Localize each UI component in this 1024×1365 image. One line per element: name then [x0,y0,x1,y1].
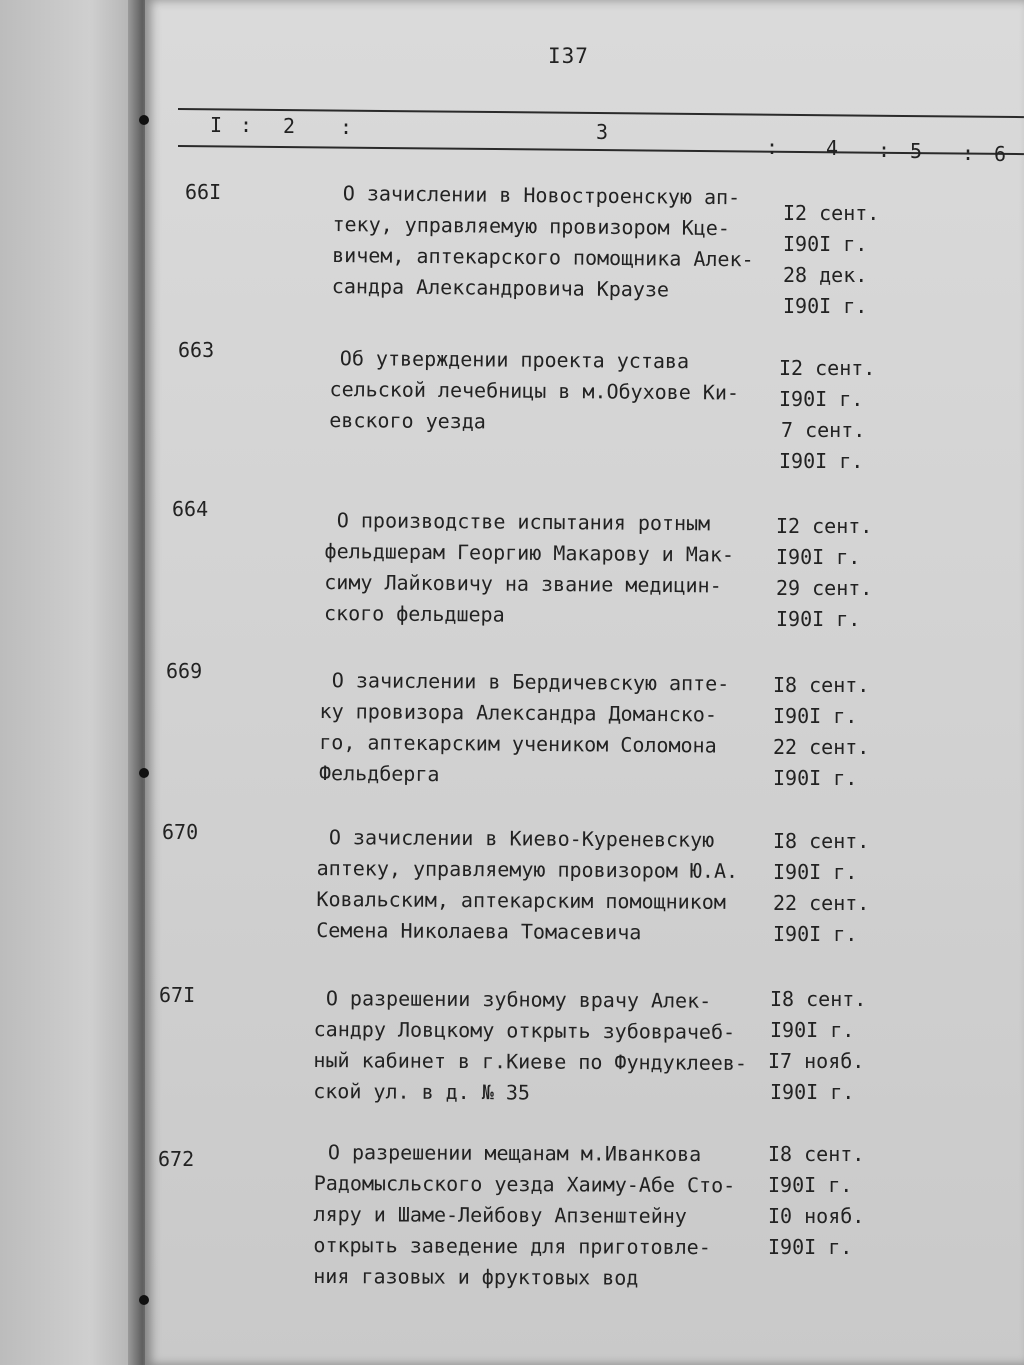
entry-date: I90I г. [773,922,858,946]
entry-number: 67I [159,983,196,1007]
entry-number: 663 [178,338,215,362]
binding-hole [139,1295,149,1305]
entry-number: 670 [162,820,199,844]
column-separator: : [766,135,779,159]
entry-title-line: ный кабинет в г.Киеве по Фундуклеев- [313,1047,748,1076]
entry-date: I90I г. [776,607,861,631]
column-2-heading: 2 [283,114,296,138]
entry-date: 7 сент. [781,418,866,442]
entry-title-line: О зачислении в Бердичевскую апте- [331,668,730,696]
column-separator: : [878,138,891,162]
entry-number: 672 [158,1147,195,1171]
entry-date: I90I г. [768,1173,853,1197]
entry-title [316,822,738,949]
entry-date: I90I г. [773,704,858,728]
entry-number: 669 [166,659,203,683]
entry-date: I90I г. [783,294,868,318]
entry-title-line: О разрешении зубному врачу Алек- [325,986,712,1013]
entry-date: I90I г. [768,1235,853,1259]
entry-title [332,178,755,306]
entry-title-line: ской ул. в д. № 35 [313,1078,531,1105]
entry-date: I2 сент. [776,514,873,538]
entry-title-line: евского уезда [329,407,486,434]
entry-title-line: сандра Александровича Краузе [331,273,670,302]
entry-date: I90I г. [776,545,861,569]
entry-date: I8 сент. [770,987,867,1011]
column-5-heading: 5 [910,139,923,163]
entry-title-line: Радомысльского уезда Хаиму-Абе Сто- [313,1170,736,1198]
column-separator: : [340,115,353,139]
entry-number: 66I [185,180,222,204]
entry-title-line: ку провизора Александра Доманско- [319,698,718,727]
entry-title [313,1137,735,1294]
entry-title-line: Фельдберга [318,760,440,787]
binding-hole [139,115,149,125]
column-separator: : [962,141,975,165]
entry-date: I8 сент. [773,673,870,697]
entry-dates [779,353,875,477]
entry-date: 22 сент. [773,891,870,915]
column-3-heading: 3 [596,120,609,144]
entry-title-line: открыть заведение для приготовле- [313,1232,711,1260]
entry-title-line: вичем, аптекарского помощника Алек- [332,242,754,272]
entry-date: I7 нояб. [768,1049,865,1073]
entry-title-line: фельдшерам Георгию Макарову и Мак- [324,538,735,567]
entry-date: I90I г. [773,766,858,790]
entry-date: I90I г. [770,1080,855,1104]
column-separator: : [240,113,253,137]
entry-dates [773,826,869,950]
entry-date: I0 нояб. [768,1204,865,1228]
entry-dates [768,984,866,1108]
column-1-heading: I [210,113,223,137]
entry-title-line: теку, управляемую провизором Кце- [332,211,730,241]
entry-title-line: ния газовых и фруктовых вод [313,1263,639,1290]
entry-title-line: О разрешении мещанам м.Иванкова [327,1140,702,1167]
entry-date: I8 сент. [773,829,870,853]
entry-date: I90I г. [770,1018,855,1042]
entry-dates [768,1139,864,1263]
entry-date: I90I г. [773,860,858,884]
entry-title-line: О производстве испытания ротным [336,508,711,536]
entry-title-line: О зачислении в Новостроенскую ап- [342,181,741,210]
page-number: I37 [548,44,589,68]
entry-date: I90I г. [779,387,864,411]
entry-title-line: Об утверждении проекта устава [339,346,690,374]
column-4-heading: 4 [826,136,839,160]
entry-date: I2 сент. [783,201,880,225]
entry-title-line: О зачислении в Киево-Куреневскую [328,825,715,852]
entry-title-line: сандру Ловцкому открыть зубоврачеб- [313,1016,736,1044]
entry-title-line: Ковальским, аптекарским помощником [316,886,726,914]
entry-title [319,665,729,793]
entry-dates [783,198,879,322]
entry-title [313,983,747,1110]
entry-title-line: го, аптекарским учеником Соломона [319,729,717,758]
entry-date: 29 сент. [776,576,873,600]
entry-title-line: сельской лечебницы в м.Обухове Ки- [329,376,740,405]
entry-date: I90I г. [783,232,868,256]
entry-title-line: симу Лайковичу на звание медицин- [324,569,722,598]
entry-title-line: ского фельдшера [323,600,505,627]
entry-title-line: Семена Николаева Томасевича [316,917,642,945]
column-6-heading: 6 [994,142,1007,166]
entry-title-line: аптеку, управляемую провизором Ю.А. [316,855,739,883]
entry-title [324,505,734,633]
entry-date: I90I г. [779,449,864,473]
entry-title [329,343,739,440]
entry-dates [773,670,869,794]
entry-dates [776,511,872,635]
entry-title-line: ляру и Шаме-Лейбову Апзенштейну [313,1201,687,1228]
entry-date: I8 сент. [768,1142,865,1166]
entry-date: 28 дек. [783,263,868,287]
binding-hole [139,768,149,778]
entry-number: 664 [172,497,209,521]
entry-date: I2 сент. [779,356,876,380]
entry-date: 22 сент. [773,735,870,759]
